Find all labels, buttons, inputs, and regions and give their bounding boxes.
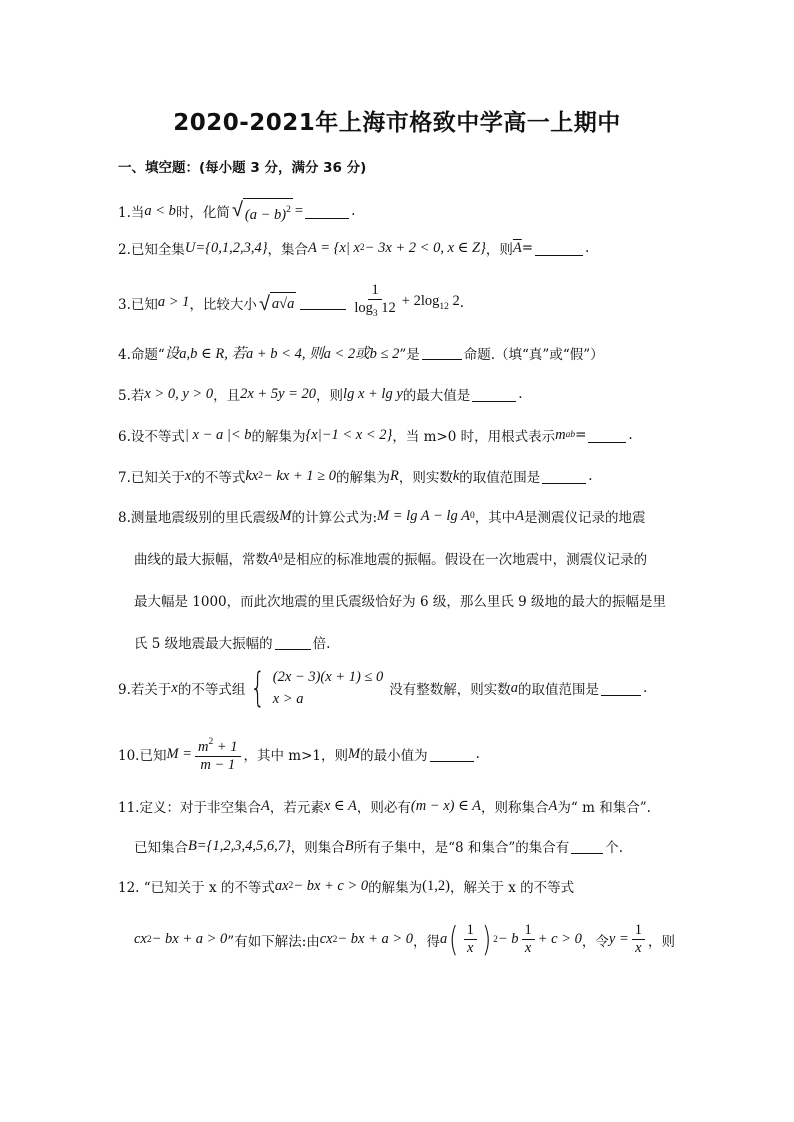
fraction: $\frac{m^2 + 1}{m - 1}$	[195, 734, 241, 774]
question-8-line-4: 氏 5 级地震最大振幅的 倍.	[134, 636, 331, 652]
question-11-line-1: 11.定义：对于非空集合 A ，若元素 x ∈ A ，则必有 (m − x) ∈ A ，则称集合 A 为“ m 和集合”.	[118, 797, 651, 816]
answer-blank	[588, 428, 626, 443]
question-8-line-1: 8.测量地震级别的里氏震级 M 的计算公式为: M = lg A − lg A 0 ，其中 A 是测震仪记录的地震	[118, 507, 646, 526]
sqrt-expression: √ $(a - b)^2$	[231, 197, 291, 223]
nested-sqrt: √ a√a	[258, 290, 295, 315]
answer-blank	[601, 681, 641, 696]
answer-blank	[275, 635, 311, 650]
question-8-line-3: 最大幅是 1000，而此次地震的里氏震级恰好为 6 级，那么里氏 9 级地的最大的振幅是里	[134, 594, 666, 610]
exam-title: 2020-2021年上海市格致中学高一上期中	[173, 110, 621, 136]
answer-blank	[535, 241, 583, 256]
fraction: $\frac{1}{x}$	[522, 922, 535, 957]
answer-blank	[430, 747, 474, 762]
question-3: 3.已知 a > 1 ，比较大小 √ a√a $\frac{1}{\log_3 12}$ + $2\log_{12}$ 2 .	[118, 282, 464, 323]
answer-blank	[472, 387, 516, 402]
question-6: 6.设不等式 | x − a |< b 的解集为 {x|−1 < x < 2} ，当 m>0 时，用根式表示 m ab = .	[118, 426, 633, 445]
question-1: 1.当 a < b 时，化简 √ $(a - b)^2$ = .	[118, 197, 356, 223]
question-8-line-2: 曲线的最大振幅，常数 A 0 是相应的标准地震的振幅。假设在一次地震中，测震仪记录的	[134, 549, 648, 568]
question-2: 2.已知全集 U={0,1,2,3,4} ，集合 A = {x| x 2 − 3x + 2 < 0, x ∈ Z} ，则 $\overline{A}$ = .	[118, 239, 590, 258]
question-12-line-2: cx 2 − bx + a > 0 ”有如下解法:由 cx 2 − bx + a > 0 ，得 a ( $\frac{1}{x}$ ) 2 − b $\frac{1}{x}$ + c > 0 ，令 y = $\frac{1}{x}$ ，则	[134, 919, 675, 960]
answer-blank	[571, 839, 603, 854]
question-11-line-2: 已知集合 B={1,2,3,4,5,6,7} ，则集合 B 所有子集中，是“8 和集合”的集合有 个.	[134, 837, 624, 856]
answer-blank	[305, 204, 349, 219]
question-12-line-1: 12. “已知关于 x 的不等式 ax 2 − bx + c > 0 的解集为 (1,2) ，解关于 x 的不等式	[118, 877, 575, 896]
fraction: $\frac{1}{\log_3 12}$	[354, 282, 396, 319]
question-9: 9.若关于 x 的不等式组 { (2x − 3)(x + 1) ≤ 0 x > a 没有整数解，则实数 a 的取值范围是 .	[118, 665, 648, 711]
left-brace: {	[250, 665, 266, 711]
fraction: $\frac{1}{x}$	[464, 922, 477, 957]
question-5: 5.若 x > 0, y > 0 ，且 2x + 5y = 20 ，则 lg x + lg y 的最大值是 .	[118, 385, 523, 404]
question-10: 10.已知 M = $\frac{m^2 + 1}{m - 1}$ ，其中 m>1，则 M 的最小值为 .	[118, 734, 480, 774]
question-7: 7.已知关于 x 的不等式 kx 2 − kx + 1 ≥ 0 的解集为 R ，则实数 k 的取值范围是 .	[118, 467, 593, 486]
fraction: $\frac{1}{x}$	[632, 922, 645, 957]
inequality-system: (2x − 3)(x + 1) ≤ 0 x > a	[272, 669, 384, 707]
answer-blank	[300, 295, 346, 310]
answer-blank	[542, 469, 586, 484]
section-heading: 一、填空题：(每小题 3 分，满分 36 分)	[118, 160, 367, 176]
answer-blank	[422, 345, 462, 360]
question-4: 4.命题“ 设a,b ∈ R, 若a + b < 4, 则a < 2或b ≤ 2 ”是 命题.（填“真”或“假”）	[118, 346, 604, 363]
